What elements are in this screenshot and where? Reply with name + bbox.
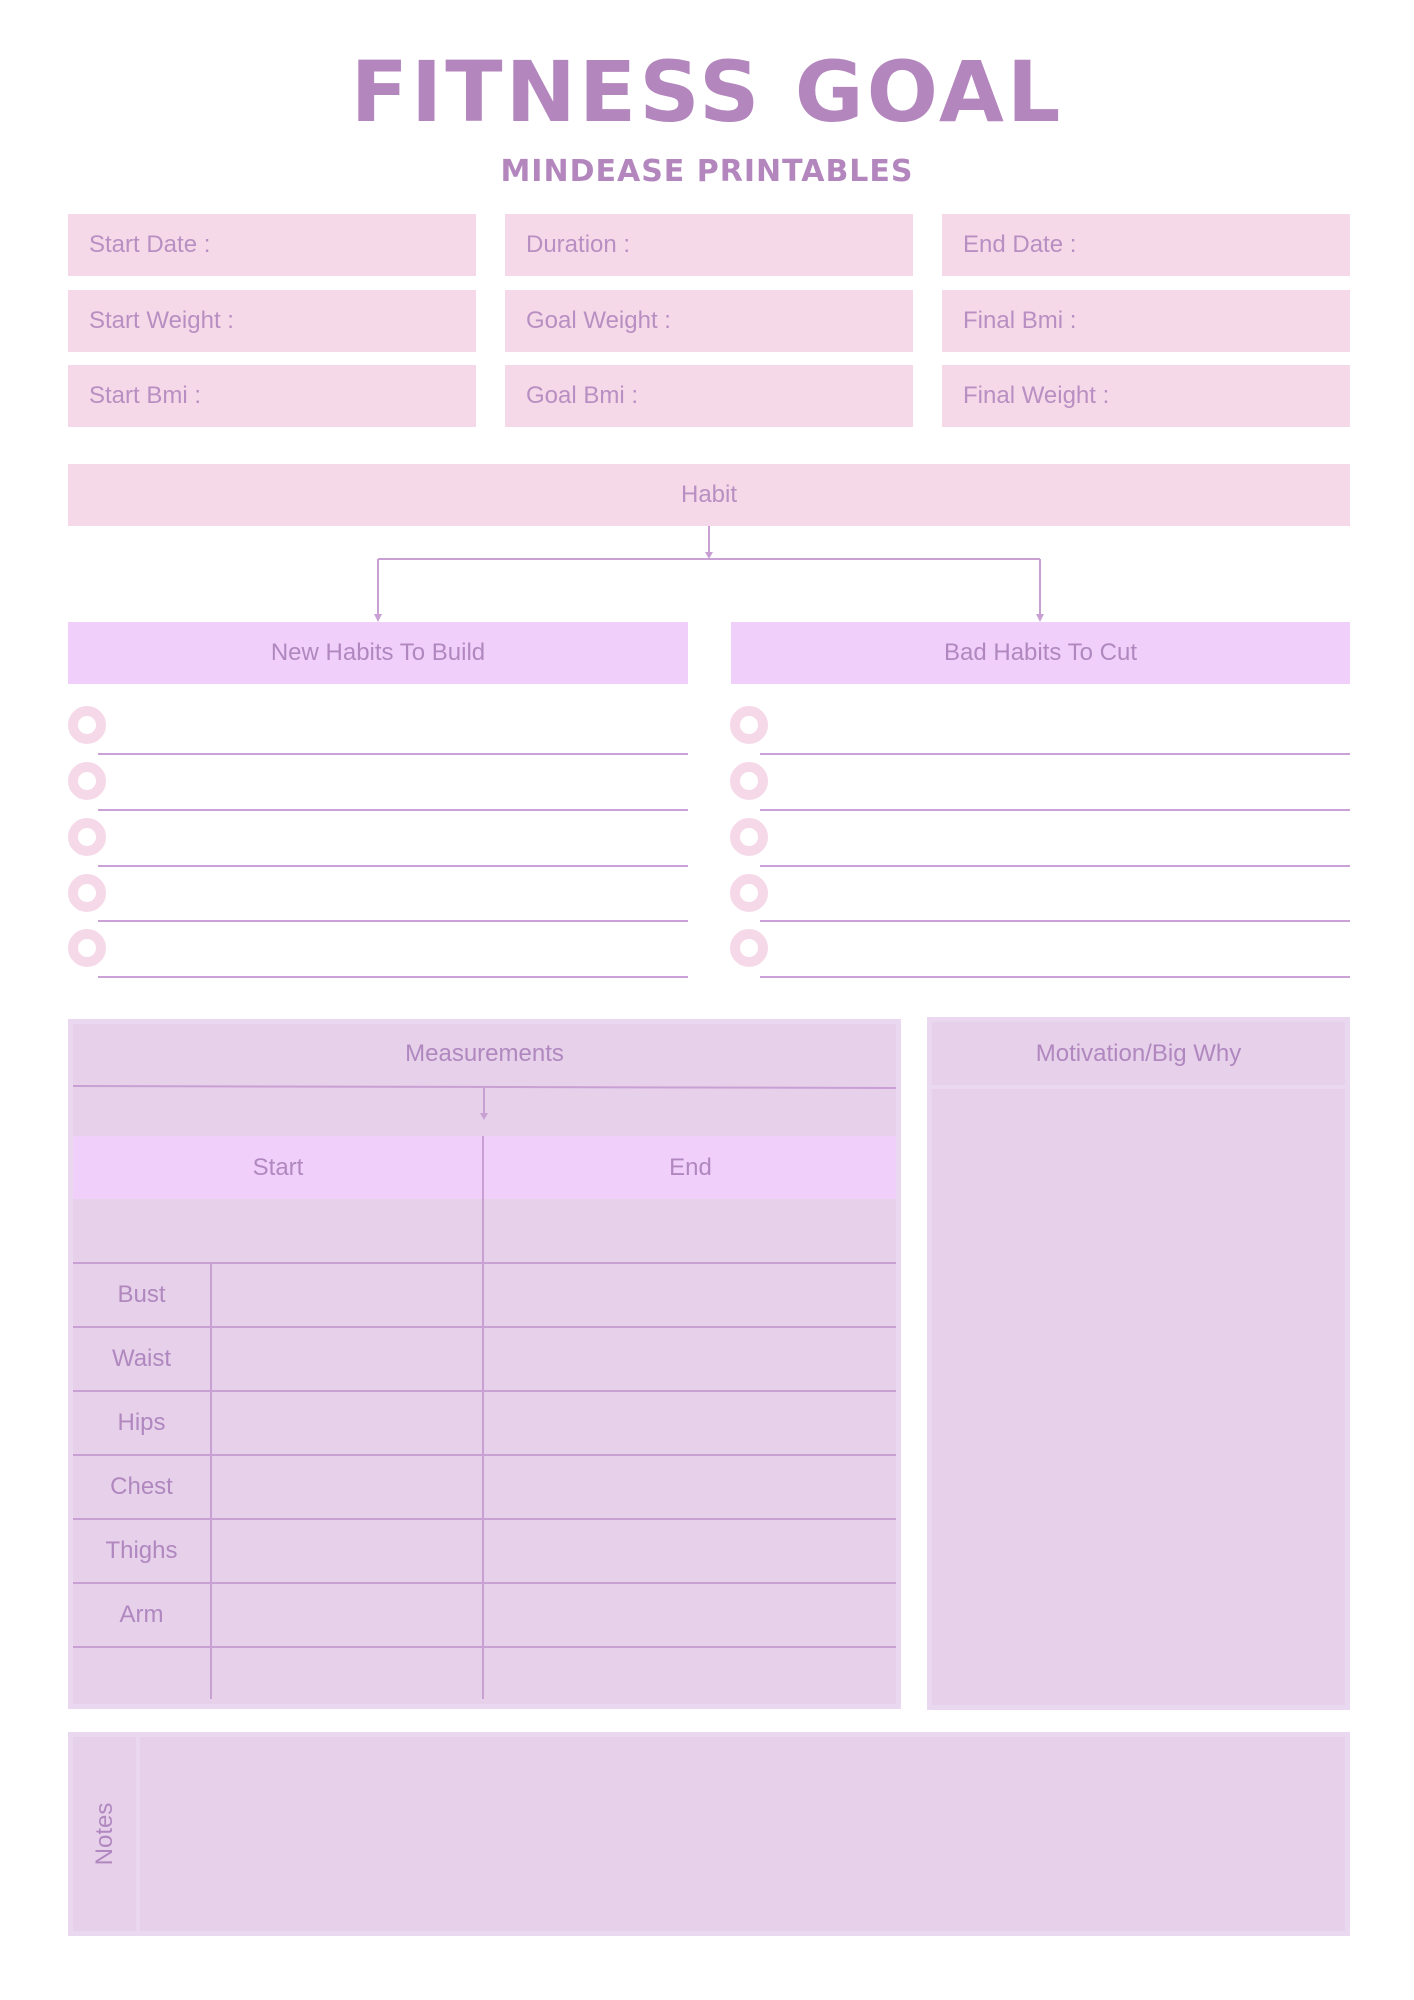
new-habit-line[interactable] bbox=[98, 809, 688, 811]
row-label-chest: Chest bbox=[110, 1473, 173, 1500]
bad-habit-line[interactable] bbox=[760, 976, 1350, 978]
bad-habit-checkbox[interactable] bbox=[730, 818, 768, 856]
notes-label: Notes bbox=[90, 1802, 118, 1866]
bad-habit-checkbox[interactable] bbox=[730, 874, 768, 912]
start-column-header: Start bbox=[252, 1154, 304, 1181]
motivation-divider bbox=[932, 1085, 1345, 1089]
bad-habit-line[interactable] bbox=[760, 753, 1350, 755]
new-habit-checkbox[interactable] bbox=[68, 929, 106, 967]
motivation-panel[interactable] bbox=[927, 1017, 1350, 1710]
new-habit-line[interactable] bbox=[98, 753, 688, 755]
row-label-arm: Arm bbox=[119, 1601, 164, 1628]
goal-bmi-field[interactable]: Goal Bmi : bbox=[505, 365, 913, 427]
habit-header: Habit bbox=[68, 464, 1350, 526]
new-habit-line[interactable] bbox=[98, 920, 688, 922]
row-label-hips: Hips bbox=[117, 1409, 166, 1436]
start-date-field[interactable]: Start Date : bbox=[68, 214, 476, 276]
new-habit-checkbox[interactable] bbox=[68, 874, 106, 912]
bad-habit-line[interactable] bbox=[760, 920, 1350, 922]
start-bmi-field[interactable]: Start Bmi : bbox=[68, 365, 476, 427]
bad-habit-line[interactable] bbox=[760, 809, 1350, 811]
new-habit-checkbox[interactable] bbox=[68, 762, 106, 800]
bad-habit-checkbox[interactable] bbox=[730, 762, 768, 800]
grid-hline bbox=[73, 1646, 896, 1648]
final-weight-field[interactable]: Final Weight : bbox=[942, 365, 1350, 427]
end-date-field[interactable]: End Date : bbox=[942, 214, 1350, 276]
row-label-waist: Waist bbox=[111, 1345, 172, 1372]
bad-habit-line[interactable] bbox=[760, 865, 1350, 867]
goal-weight-field[interactable]: Goal Weight : bbox=[505, 290, 913, 352]
new-habit-line[interactable] bbox=[98, 865, 688, 867]
notes-panel[interactable] bbox=[68, 1732, 1350, 1936]
new-habit-checkbox[interactable] bbox=[68, 706, 106, 744]
notes-label-wrap bbox=[73, 1737, 136, 1931]
final-bmi-field[interactable]: Final Bmi : bbox=[942, 290, 1350, 352]
bad-habits-header: Bad Habits To Cut bbox=[731, 622, 1350, 684]
new-habits-header: New Habits To Build bbox=[68, 622, 688, 684]
row-label-bust: Bust bbox=[117, 1281, 166, 1308]
measurements-arrow bbox=[73, 1084, 896, 1124]
motivation-title: Motivation/Big Why bbox=[1035, 1040, 1242, 1067]
new-habit-checkbox[interactable] bbox=[68, 818, 106, 856]
start-weight-field[interactable]: Start Weight : bbox=[68, 290, 476, 352]
notes-divider bbox=[136, 1737, 140, 1931]
row-label-thighs: Thighs bbox=[105, 1537, 178, 1564]
habit-connector-arrows bbox=[0, 526, 1414, 624]
bad-habit-checkbox[interactable] bbox=[730, 929, 768, 967]
end-column-header: End bbox=[669, 1154, 712, 1181]
new-habit-line[interactable] bbox=[98, 976, 688, 978]
grid-vline bbox=[482, 1136, 484, 1699]
measurements-title: Measurements bbox=[405, 1040, 564, 1067]
bad-habit-checkbox[interactable] bbox=[730, 706, 768, 744]
page-subtitle: MINDEASE PRINTABLES bbox=[500, 154, 914, 189]
page-title: FITNESS GOAL bbox=[350, 43, 1064, 141]
duration-field[interactable]: Duration : bbox=[505, 214, 913, 276]
